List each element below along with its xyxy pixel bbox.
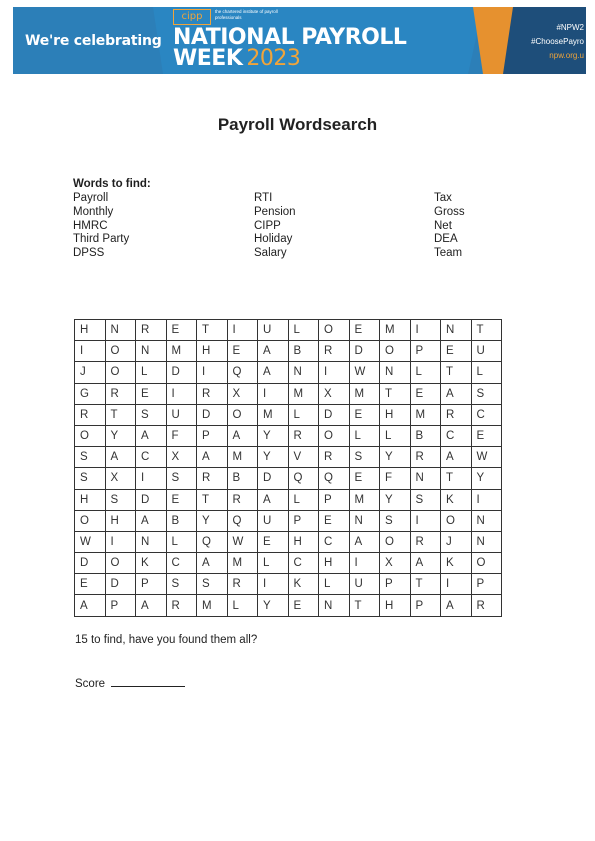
grid-cell: A <box>136 595 167 616</box>
banner-year: 2023 <box>246 46 301 71</box>
grid-cell: D <box>75 553 106 574</box>
grid-cell: L <box>410 362 441 383</box>
grid-cell: C <box>441 425 472 446</box>
grid-cell: I <box>471 489 502 510</box>
grid-cell: E <box>258 531 289 552</box>
grid-cell: N <box>105 320 136 341</box>
grid-cell: A <box>410 553 441 574</box>
grid-cell: O <box>75 510 106 531</box>
grid-cell: J <box>441 531 472 552</box>
grid-cell: E <box>288 595 319 616</box>
grid-row <box>75 320 502 341</box>
grid-cell: C <box>319 531 350 552</box>
grid-cell: A <box>258 362 289 383</box>
word-item: Tax <box>434 192 452 204</box>
grid-row <box>75 553 502 574</box>
grid-cell: R <box>197 468 228 489</box>
grid-cell: M <box>227 447 258 468</box>
grid-cell: X <box>105 468 136 489</box>
grid-cell: T <box>471 320 502 341</box>
grid-cell: D <box>166 362 197 383</box>
word-item: HMRC <box>73 219 108 232</box>
word-item: Net <box>434 219 452 232</box>
grid-cell: E <box>319 510 350 531</box>
grid-cell: A <box>258 341 289 362</box>
grid-cell: Y <box>258 447 289 468</box>
grid-cell: I <box>410 320 441 341</box>
grid-cell: P <box>410 595 441 616</box>
grid-cell: O <box>319 320 350 341</box>
grid-cell: R <box>319 341 350 362</box>
grid-cell: P <box>197 425 228 446</box>
grid-cell: N <box>349 510 380 531</box>
grid-cell: T <box>197 489 228 510</box>
grid-cell: Y <box>380 489 411 510</box>
grid-cell: Y <box>197 510 228 531</box>
grid-cell: L <box>166 531 197 552</box>
grid-cell: H <box>288 531 319 552</box>
grid-cell: S <box>75 447 106 468</box>
grid-cell: I <box>105 531 136 552</box>
grid-cell: C <box>471 404 502 425</box>
grid-cell: W <box>227 531 258 552</box>
grid-cell: I <box>197 362 228 383</box>
grid-cell: M <box>166 341 197 362</box>
grid-cell: L <box>380 425 411 446</box>
grid-cell: M <box>288 383 319 404</box>
grid-row <box>75 404 502 425</box>
banner-title: NATIONAL PAYROLL <box>173 25 407 50</box>
grid-cell: U <box>258 320 289 341</box>
word-item: RTI <box>254 192 273 204</box>
grid-cell: K <box>288 574 319 595</box>
grid-cell: P <box>136 574 167 595</box>
grid-cell: H <box>75 489 106 510</box>
grid-cell: I <box>166 383 197 404</box>
grid-cell: Q <box>288 468 319 489</box>
grid-cell: T <box>349 595 380 616</box>
grid-row <box>75 489 502 510</box>
grid-cell: R <box>227 489 258 510</box>
grid-cell: R <box>288 425 319 446</box>
grid-cell: A <box>227 425 258 446</box>
grid-cell: R <box>227 574 258 595</box>
grid-cell: S <box>75 468 106 489</box>
grid-cell: O <box>380 341 411 362</box>
grid-cell: A <box>136 510 167 531</box>
grid-cell: U <box>349 574 380 595</box>
grid-cell: O <box>75 425 106 446</box>
grid-cell: R <box>441 404 472 425</box>
grid-cell: M <box>197 595 228 616</box>
grid-cell: A <box>197 447 228 468</box>
word-item: Payroll <box>73 192 109 204</box>
grid-cell: E <box>471 425 502 446</box>
word-item: Pension <box>254 205 296 218</box>
grid-cell: E <box>166 489 197 510</box>
grid-cell: W <box>471 447 502 468</box>
word-item: CIPP <box>254 219 281 232</box>
grid-cell: R <box>105 383 136 404</box>
grid-cell: A <box>105 447 136 468</box>
grid-cell: P <box>288 510 319 531</box>
grid-cell: B <box>166 510 197 531</box>
grid-cell: W <box>75 531 106 552</box>
grid-cell: R <box>136 320 167 341</box>
header-banner <box>13 7 586 74</box>
grid-cell: Y <box>258 595 289 616</box>
banner-week-word: WEEK <box>173 46 243 71</box>
hashtag-choose-payroll: #ChoosePayro <box>531 37 584 46</box>
grid-cell: S <box>349 447 380 468</box>
grid-cell: Y <box>471 468 502 489</box>
grid-cell: U <box>258 510 289 531</box>
grid-cell: R <box>197 383 228 404</box>
grid-cell: U <box>471 341 502 362</box>
grid-cell: N <box>471 531 502 552</box>
grid-cell: R <box>410 531 441 552</box>
grid-cell: M <box>349 383 380 404</box>
grid-cell: E <box>166 320 197 341</box>
grid-cell: O <box>441 510 472 531</box>
grid-cell: I <box>136 468 167 489</box>
banner-url: npw.org.u <box>549 51 584 60</box>
grid-cell: O <box>105 341 136 362</box>
word-list-column-1 <box>73 192 129 261</box>
score-field <box>75 676 185 690</box>
grid-cell: I <box>410 510 441 531</box>
word-item: DPSS <box>73 247 105 260</box>
grid-cell: S <box>380 510 411 531</box>
grid-row <box>75 468 502 489</box>
grid-cell: S <box>471 383 502 404</box>
grid-cell: I <box>319 362 350 383</box>
grid-cell: O <box>471 553 502 574</box>
banner-subtitle <box>173 48 300 70</box>
word-list-column-2 <box>254 192 296 261</box>
wordsearch-grid <box>74 319 502 617</box>
grid-cell: N <box>288 362 319 383</box>
grid-cell: H <box>319 553 350 574</box>
grid-cell: I <box>349 553 380 574</box>
word-item: Holiday <box>254 233 293 246</box>
grid-cell: O <box>319 425 350 446</box>
grid-cell: M <box>258 404 289 425</box>
grid-cell: M <box>227 553 258 574</box>
grid-cell: K <box>136 553 167 574</box>
banner-celebrating-text: We're celebrating <box>25 33 162 49</box>
score-label: Score <box>75 678 106 690</box>
found-note: 15 to find, have you found them all? <box>75 634 258 646</box>
grid-cell: G <box>75 383 106 404</box>
grid-cell: L <box>288 404 319 425</box>
grid-cell: X <box>227 383 258 404</box>
grid-cell: P <box>410 341 441 362</box>
grid-cell: I <box>75 341 106 362</box>
grid-cell: M <box>380 320 411 341</box>
grid-cell: O <box>380 531 411 552</box>
grid-cell: F <box>380 468 411 489</box>
grid-cell: D <box>105 574 136 595</box>
banner-hashtags <box>514 21 584 63</box>
grid-cell: N <box>471 510 502 531</box>
grid-cell: R <box>319 447 350 468</box>
grid-cell: E <box>349 468 380 489</box>
grid-cell: H <box>105 510 136 531</box>
grid-row <box>75 383 502 404</box>
grid-row <box>75 362 502 383</box>
grid-cell: A <box>441 383 472 404</box>
grid-cell: L <box>471 362 502 383</box>
grid-row <box>75 510 502 531</box>
grid-cell: Q <box>227 362 258 383</box>
grid-cell: N <box>136 341 167 362</box>
words-heading: Words to find: <box>73 178 151 190</box>
grid-cell: O <box>105 553 136 574</box>
grid-row <box>75 531 502 552</box>
grid-cell: B <box>410 425 441 446</box>
grid-cell: E <box>136 383 167 404</box>
grid-cell: K <box>441 553 472 574</box>
grid-cell: B <box>288 341 319 362</box>
grid-cell: H <box>197 341 228 362</box>
score-blank-line <box>111 676 185 687</box>
grid-cell: Y <box>105 425 136 446</box>
cipp-logo-description: the chartered institute of payroll professionals <box>215 9 278 20</box>
grid-cell: S <box>197 574 228 595</box>
grid-cell: N <box>319 595 350 616</box>
word-item: Gross <box>434 205 465 218</box>
word-item: DEA <box>434 233 458 246</box>
grid-cell: C <box>288 553 319 574</box>
grid-cell: T <box>105 404 136 425</box>
grid-cell: U <box>166 404 197 425</box>
grid-cell: Q <box>319 468 350 489</box>
grid-row <box>75 425 502 446</box>
word-item: Monthly <box>73 205 114 218</box>
hashtag-npw: #NPW2 <box>556 23 584 32</box>
grid-cell: X <box>319 383 350 404</box>
grid-cell: R <box>471 595 502 616</box>
grid-cell: T <box>197 320 228 341</box>
grid-cell: I <box>227 320 258 341</box>
grid-cell: N <box>441 320 472 341</box>
grid-cell: W <box>349 362 380 383</box>
grid-cell: R <box>166 595 197 616</box>
grid-cell: E <box>441 341 472 362</box>
grid-cell: H <box>75 320 106 341</box>
grid-cell: D <box>197 404 228 425</box>
grid-cell: P <box>380 574 411 595</box>
grid-cell: I <box>441 574 472 595</box>
grid-cell: T <box>380 383 411 404</box>
grid-cell: L <box>288 489 319 510</box>
grid-cell: J <box>75 362 106 383</box>
word-item: Third Party <box>73 233 130 246</box>
grid-cell: S <box>166 574 197 595</box>
grid-cell: X <box>166 447 197 468</box>
grid-cell: I <box>258 383 289 404</box>
grid-cell: L <box>258 553 289 574</box>
grid-cell: A <box>75 595 106 616</box>
grid-cell: L <box>288 320 319 341</box>
grid-cell: P <box>105 595 136 616</box>
grid-cell: Q <box>227 510 258 531</box>
grid-cell: A <box>349 531 380 552</box>
grid-cell: L <box>136 362 167 383</box>
grid-cell: C <box>166 553 197 574</box>
grid-cell: D <box>349 341 380 362</box>
grid-cell: Y <box>258 425 289 446</box>
grid-cell: E <box>75 574 106 595</box>
grid-cell: D <box>136 489 167 510</box>
word-list-column-3 <box>434 192 465 261</box>
grid-cell: O <box>227 404 258 425</box>
grid-cell: P <box>319 489 350 510</box>
grid-cell: T <box>410 574 441 595</box>
grid-cell: L <box>319 574 350 595</box>
grid-cell: F <box>166 425 197 446</box>
grid-cell: A <box>197 553 228 574</box>
grid-cell: T <box>441 468 472 489</box>
grid-cell: E <box>410 383 441 404</box>
grid-cell: N <box>410 468 441 489</box>
grid-cell: L <box>349 425 380 446</box>
grid-cell: N <box>136 531 167 552</box>
grid-cell: X <box>380 553 411 574</box>
grid-cell: P <box>471 574 502 595</box>
grid-cell: B <box>227 468 258 489</box>
grid-cell: M <box>349 489 380 510</box>
grid-cell: Q <box>197 531 228 552</box>
grid-row <box>75 447 502 468</box>
grid-cell: S <box>105 489 136 510</box>
grid-row <box>75 341 502 362</box>
grid-cell: M <box>410 404 441 425</box>
word-item: Team <box>434 247 463 260</box>
grid-cell: V <box>288 447 319 468</box>
grid-cell: S <box>410 489 441 510</box>
grid-cell: E <box>349 320 380 341</box>
grid-cell: Y <box>380 447 411 468</box>
grid-cell: D <box>258 468 289 489</box>
grid-cell: A <box>258 489 289 510</box>
grid-cell: C <box>136 447 167 468</box>
grid-cell: K <box>441 489 472 510</box>
grid-cell: E <box>227 341 258 362</box>
grid-cell: H <box>380 404 411 425</box>
grid-cell: R <box>75 404 106 425</box>
grid-row <box>75 574 502 595</box>
grid-cell: S <box>136 404 167 425</box>
grid-cell: D <box>319 404 350 425</box>
word-item: Salary <box>254 247 287 260</box>
page-title: Payroll Wordsearch <box>217 115 378 134</box>
grid-cell: E <box>349 404 380 425</box>
cipp-logo: cipp <box>173 9 211 25</box>
grid-cell: O <box>105 362 136 383</box>
grid-cell: R <box>410 447 441 468</box>
grid-cell: A <box>441 447 472 468</box>
grid-cell: A <box>441 595 472 616</box>
grid-cell: T <box>441 362 472 383</box>
grid-row <box>75 595 502 616</box>
grid-cell: L <box>227 595 258 616</box>
grid-cell: S <box>166 468 197 489</box>
grid-cell: N <box>380 362 411 383</box>
grid-cell: H <box>380 595 411 616</box>
grid-cell: I <box>258 574 289 595</box>
grid-cell: A <box>136 425 167 446</box>
